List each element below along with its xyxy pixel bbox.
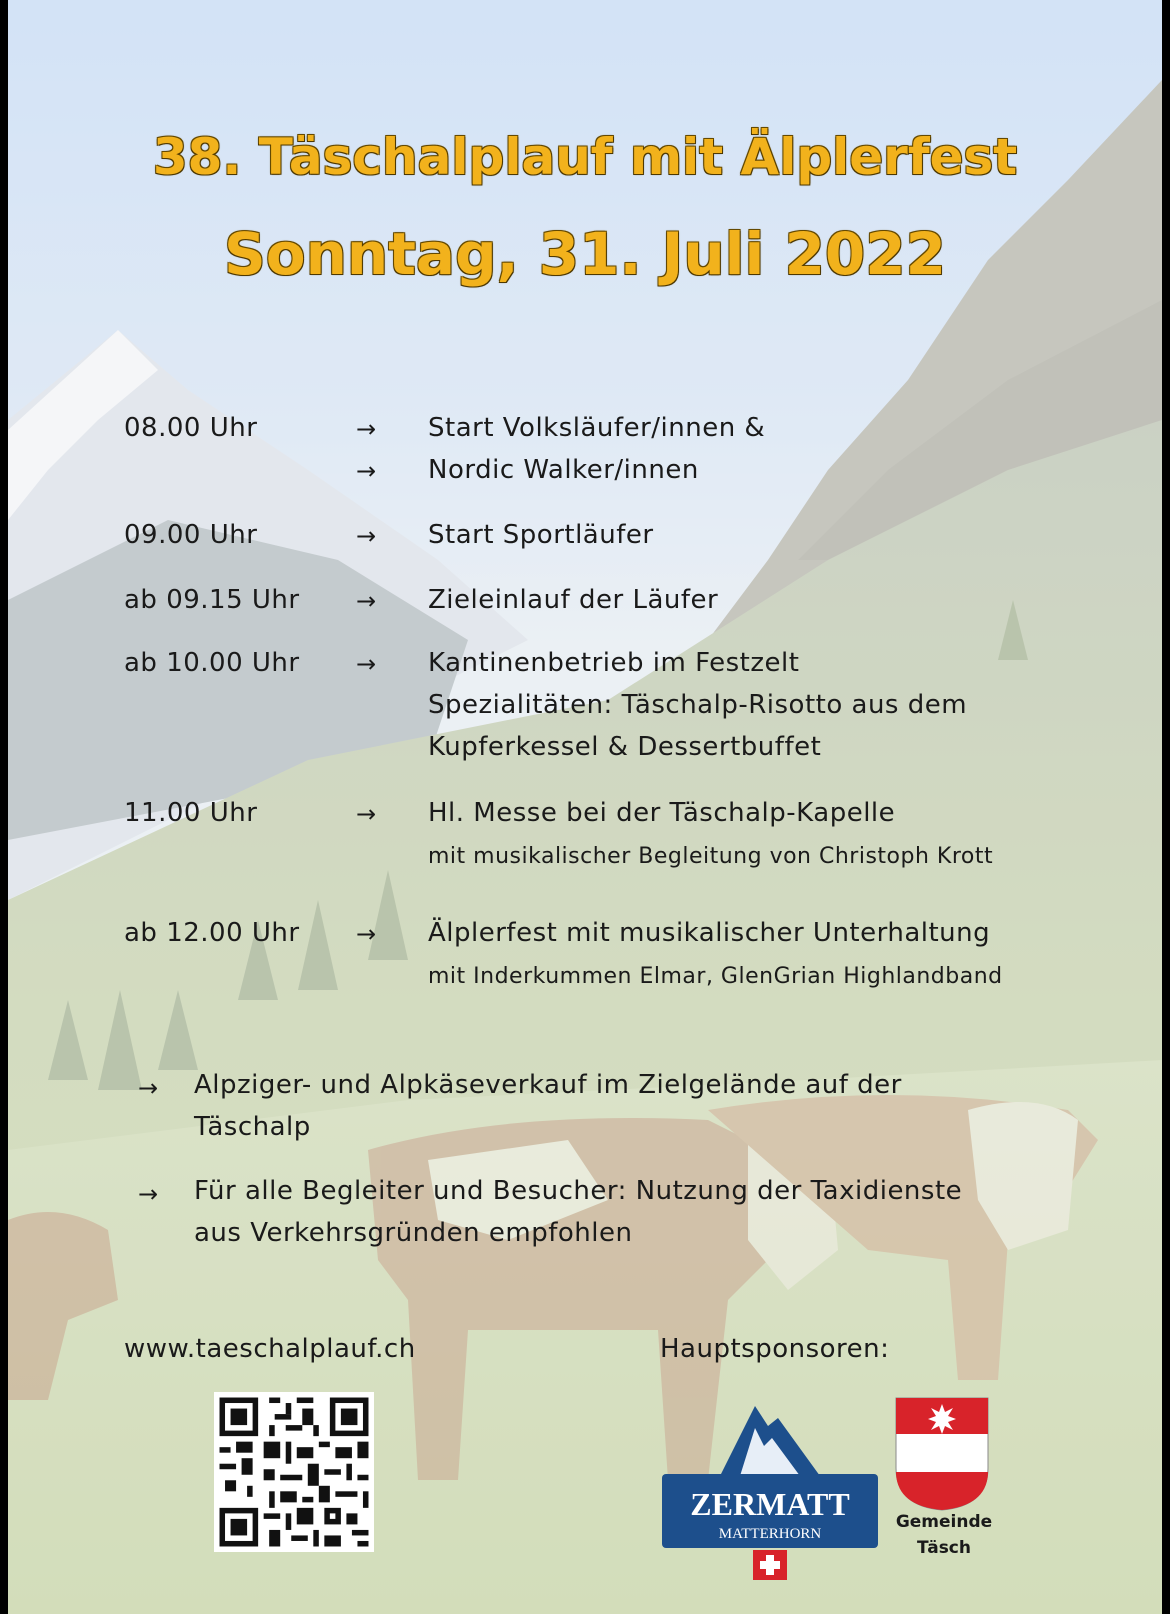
qr-code[interactable] [214,1392,374,1552]
arrow-icon: → [356,650,377,678]
schedule-desc: Kupferkessel & Dessertbuffet [428,732,822,762]
arrow-icon: → [138,1180,159,1208]
tasch-coat-of-arms [892,1394,992,1514]
zermatt-text: ZERMATT [690,1486,850,1522]
note-line: Täschalp [194,1112,311,1142]
zermatt-matterhorn-logo [660,1398,880,1598]
arrow-icon: → [356,522,377,550]
arrow-icon: → [356,415,377,443]
event-title: 38. Täschalplauf mit Älplerfest [152,128,1018,186]
event-poster [8,0,1162,1614]
tasch-label-line2: Täsch [916,1538,971,1558]
schedule-desc: Älplerfest mit musikalischer Unterhaltung [428,918,991,948]
matterhorn-text: MATTERHORN [718,1526,822,1542]
schedule-time: ab 12.00 Uhr [124,918,300,948]
schedule-time: 11.00 Uhr [124,798,258,828]
event-date: Sonntag, 31. Juli 2022 [224,220,946,288]
note-line: Für alle Begleiter und Besucher: Nutzung der Taxidienste [194,1176,963,1206]
arrow-icon: → [356,920,377,948]
sponsors-label: Hauptsponsoren: [660,1334,890,1364]
schedule-subdesc: mit musikalischer Begleitung von Christoph Krott [428,844,994,869]
tasch-label-line1: Gemeinde [895,1512,993,1532]
schedule-desc: Start Sportläufer [428,520,654,550]
website-link[interactable]: www.taeschalplauf.ch [124,1334,416,1364]
schedule-desc: Nordic Walker/innen [428,455,699,485]
schedule-desc: Zieleinlauf der Läufer [428,585,719,615]
note-line: Alpziger- und Alpkäseverkauf im Zielgelände auf der [194,1070,902,1100]
arrow-icon: → [356,587,377,615]
schedule-desc: Spezialitäten: Täschalp-Risotto aus dem [428,690,968,720]
schedule-time: ab 09.15 Uhr [124,585,300,615]
schedule-desc: Kantinenbetrieb im Festzelt [428,648,800,678]
arrow-icon: → [356,800,377,828]
note-line: aus Verkehrsgründen empfohlen [194,1218,633,1248]
schedule-subdesc: mit Inderkummen Elmar, GlenGrian Highlandband [428,964,1003,989]
schedule-time: ab 10.00 Uhr [124,648,300,678]
schedule-time: 09.00 Uhr [124,520,258,550]
arrow-icon: → [356,457,377,485]
schedule-desc: Hl. Messe bei der Täschalp-Kapelle [428,798,896,828]
schedule-desc: Start Volksläufer/innen & [428,413,766,443]
schedule-time: 08.00 Uhr [124,413,258,443]
arrow-icon: → [138,1074,159,1102]
